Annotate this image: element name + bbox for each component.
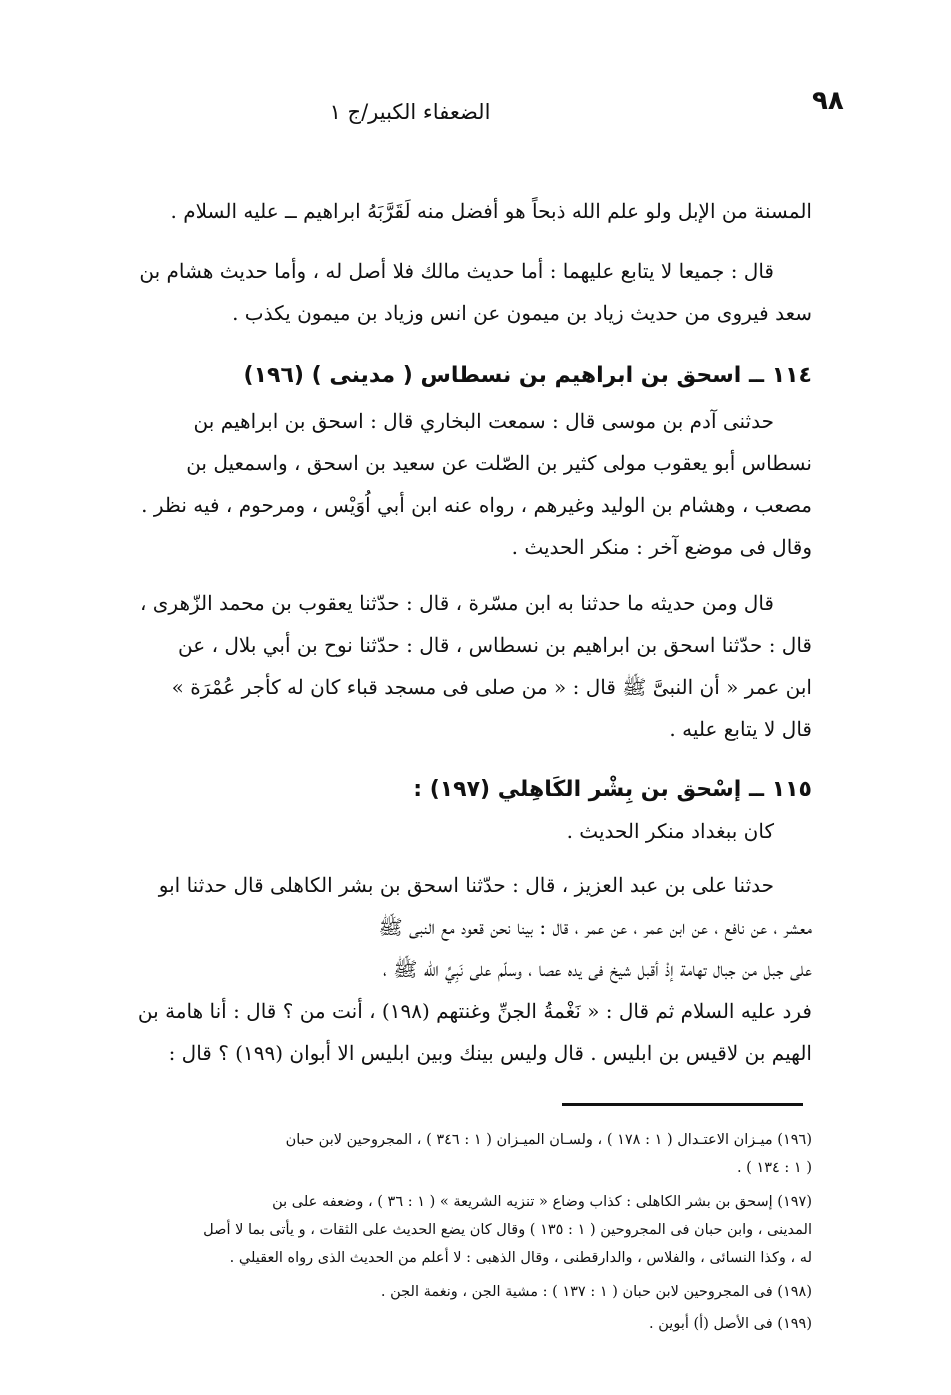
- footnote-line: المدينى ، وابن حبان فى المجروحين ( ١ : ١٣٥ ) وقال كان يضع الحديث على الثقات ، و يأتى بما لا أصل: [203, 1222, 812, 1238]
- footnote-line: (١٩٦) ميـزان الاعتـدال ( ١ : ١٧٨ ) ، ولسـان الميـزان ( ١ : ٣٤٦ ) ، المجروحين لابن حبان: [285, 1132, 812, 1148]
- footnote-divider: [562, 1103, 803, 1106]
- footnote-line: له ، وكذا النسائى ، والفلاس ، والدارقطنى ، وقال الذهبى : لا أعلم من الحديث الذى رواه العقيلي .: [229, 1250, 812, 1266]
- entry-heading-114: ١١٤ ــ اسحق بن ابراهيم بن نسطاس ( مدينى ) (١٩٦): [243, 363, 812, 388]
- entry-115-text: [112, 864, 812, 1074]
- text-line: الهيم بن لاقيس بن ابليس . قال وليس بينك وبين ابليس الا أبوان (١٩٩) ؟ قال :: [168, 1041, 812, 1065]
- footnote-line: (١٩٨) فى المجروحين لابن حبان ( ١ : ١٣٧ ) : مشية الجن ، ونغمة الجن .: [380, 1284, 812, 1300]
- paragraph-judgement: [112, 250, 812, 334]
- running-head: الضعفاء الكبير/ج ١: [329, 100, 491, 124]
- text-line: قال لا يتابع عليه .: [669, 717, 812, 741]
- text-line: المسنة من الإبل ولو علم الله ذبحاً هو أفضل منه لَقَرَّبَهُ ابراهيم ــ عليه السلام .: [170, 199, 812, 223]
- text-line: قال : جميعا لا يتابع عليهما : أما حديث مالك فلا أصل له ، وأما حديث هشام بن: [139, 259, 774, 283]
- footnote-line: (١٩٧) إسحق بن بشر الكاهلى : كذاب وضاع « تنزيه الشريعة » ( ١ : ٣٦ ) ، وضعفه على بن: [272, 1194, 812, 1210]
- text-line: حدثنى آدم بن موسى قال : سمعت البخاري قال : اسحق بن ابراهيم بن: [193, 409, 774, 433]
- text-line: قال : حدّثنا اسحق بن ابراهيم بن نسطاس ، قال : حدّثنا نوح بن أبي بلال ، عن: [178, 633, 812, 657]
- footnotes: [112, 1126, 812, 1338]
- entry-114-hadith: [112, 582, 812, 750]
- footnote-line: (١٩٩) فى الأصل (أ) أبوين .: [649, 1316, 812, 1332]
- entry-115-note: [112, 810, 812, 852]
- entry-114-text: [112, 400, 812, 568]
- text-line: مصعب ، وهشام بن الوليد وغيرهم ، رواه عنه ابن أبي اُوَيْس ، ومرحوم ، فيه نظر .: [141, 493, 812, 517]
- text-line: نسطاس أبو يعقوب مولى كثير بن الصّلت عن سعيد بن اسحق ، واسمعيل بن: [186, 451, 812, 475]
- text-line: فرد عليه السلام ثم قال : « نَغْمةُ الجنِّ وغنتهم (١٩٨) ، أنت من ؟ قال : أنا هامة بن: [137, 999, 812, 1023]
- text-line: قال ومن حديثه ما حدثنا به ابن مسّرة ، قال : حدّثنا يعقوب بن محمد الزّهرى ،: [139, 591, 774, 615]
- paragraph-continuation: [112, 190, 812, 232]
- entry-heading-115: ١١٥ ــ إسْحق بن بِشْر الكَاهِلي (١٩٧) :: [413, 777, 812, 802]
- footnote-line: ( ١ : ١٣٤ ) .: [736, 1160, 812, 1176]
- text-line: حدثنا على بن عبد العزيز ، قال : حدّثنا اسحق بن بشر الكاهلى قال حدثنا ابو: [158, 873, 774, 897]
- text-line: معشر ، عن نافع ، عن ابن عمر ، عن عمر ، قال : بينا نحن قعود مع النبى ﷺ: [378, 915, 812, 939]
- page-number: ٩٨: [812, 86, 844, 116]
- text-line: وقال فى موضع آخر : منكر الحديث .: [511, 535, 812, 559]
- text-line: على جبل من جبال تهامة إذْ أقبل شيخ فى يده عصا ، وسلّم على نَبِيِّ الله ﷺ ،: [383, 957, 812, 981]
- text-line: سعد فيروى من حديث زياد بن ميمون عن انس وزياد بن ميمون يكذب .: [232, 301, 812, 325]
- text-line: كان ببغداد منكر الحديث .: [566, 819, 774, 843]
- text-line: ابن عمر « أن النبىَّ ﷺ قال : « من صلى فى مسجد قباء كان له كأجر عُمْرَة »: [171, 675, 812, 699]
